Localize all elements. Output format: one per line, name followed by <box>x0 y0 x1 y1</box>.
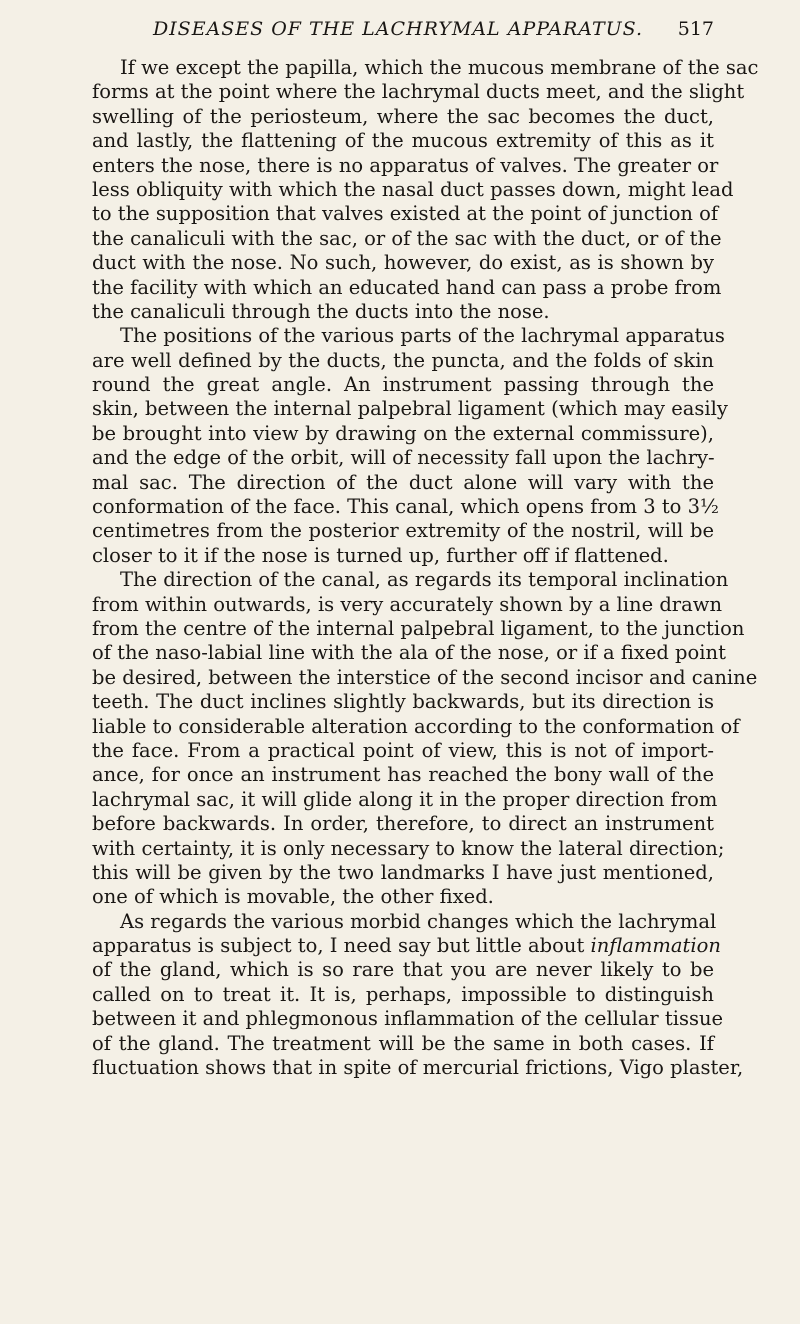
text-line: If we except the papilla, which the mucous membrane of the sac <box>120 56 759 79</box>
text-line: enters the nose, there is no apparatus of valves. The greater or <box>92 153 719 177</box>
text-line: of the gland. The treatment will be the same in both cases. If <box>92 1031 714 1055</box>
text-line: are well defined by the ducts, the puncta, and the folds of skin <box>92 348 714 372</box>
text-line: the facility with which an educated hand can pass a probe from <box>92 275 722 299</box>
page-header <box>92 18 714 48</box>
text-line: liable to considerable alteration according to the conformation of <box>92 714 740 738</box>
text-line: The positions of the various parts of the lachrymal apparatus <box>120 324 725 348</box>
text-segment: apparatus is subject to, I need say but little about <box>92 934 585 958</box>
text-line: As regards the various morbid changes which the lachrymal <box>120 909 717 933</box>
text-line: and lastly, the flattening of the mucous extremity of this as it <box>92 129 714 153</box>
text-line: lachrymal sac, it will glide along it in the proper direction from <box>92 787 718 811</box>
text-line: the face. From a practical point of view, this is not of import- <box>92 738 714 762</box>
text-line: conformation of the face. This canal, which opens from 3 to 3½ <box>92 495 719 519</box>
text-line: be desired, between the interstice of the second incisor and canine <box>92 665 758 689</box>
text-line: with certainty, it is only necessary to know the lateral direction; <box>92 836 725 860</box>
text-line: and the edge of the orbit, will of necessity fall upon the lachry- <box>92 446 715 470</box>
italic-term: inflammation <box>590 934 721 958</box>
text-line: the canaliculi through the ducts into the nose. <box>92 299 550 323</box>
running-head: DISEASES OF THE LACHRYMAL APPARATUS. <box>152 18 644 40</box>
text-line: mal sac. The direction of the duct alone will vary with the <box>92 470 714 494</box>
text-line: ance, for once an instrument has reached the bony wall of the <box>92 763 714 787</box>
text-line: swelling of the periosteum, where the sac becomes the duct, <box>92 104 714 128</box>
text-line: skin, between the internal palpebral ligament (which may easily <box>92 397 728 421</box>
text-line: called on to treat it. It is, perhaps, impossible to distinguish <box>92 982 714 1006</box>
text-line: one of which is movable, the other fixed. <box>92 885 494 909</box>
text-line: this will be given by the two landmarks I have just mentioned, <box>92 860 714 884</box>
text-line: forms at the point where the lachrymal ducts meet, and the slight <box>92 80 745 104</box>
text-line: less obliquity with which the nasal duct passes down, might lead <box>92 177 734 201</box>
text-line: of the gland, which is so rare that you are never likely to be <box>92 958 714 982</box>
text-line: between it and phlegmonous inflammation of the cellular tissue <box>92 1007 724 1031</box>
text-line: The direction of the canal, as regards its temporal inclination <box>120 568 729 592</box>
text-line-with-italic <box>92 934 721 958</box>
text-line: round the great angle. An instrument passing through the <box>92 373 714 397</box>
text-line: of the naso-labial line with the ala of the nose, or if a fixed point <box>92 641 726 665</box>
text-line: from the centre of the internal palpebral ligament, to the junction <box>92 616 745 640</box>
text-line: duct with the nose. No such, however, do exist, as is shown by <box>92 251 714 275</box>
page-number: 517 <box>677 18 714 40</box>
text-line: fluctuation shows that in spite of mercurial frictions, Vigo plaster, <box>92 1056 744 1080</box>
text-line: be brought into view by drawing on the external commissure), <box>92 421 714 445</box>
body-text <box>92 56 759 1080</box>
text-line: before backwards. In order, therefore, to direct an instrument <box>92 812 714 836</box>
text-line: the canaliculi with the sac, or of the sac with the duct, or of the <box>92 226 722 250</box>
text-line: teeth. The duct inclines slightly backwards, but its direction is <box>92 690 714 714</box>
text-line: to the supposition that valves existed at the point of junction of <box>92 202 719 226</box>
text-line: from within outwards, is very accurately shown by a line drawn <box>92 592 723 616</box>
text-line: closer to it if the nose is turned up, further off if flattened. <box>92 543 669 567</box>
text-line: centimetres from the posterior extremity of the nostril, will be <box>92 519 714 543</box>
